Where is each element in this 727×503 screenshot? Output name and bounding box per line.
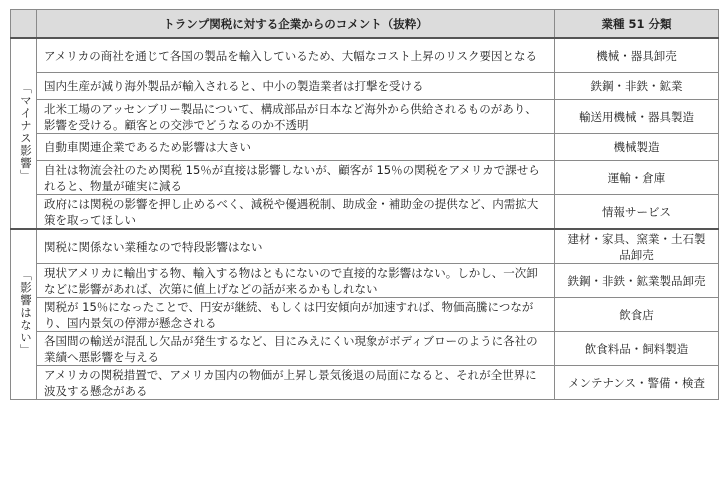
industry-cell: 運輸・倉庫 (555, 161, 719, 195)
table-row (11, 161, 719, 195)
comment-cell: 自社は物流会社のため関税 15％が直接は影響しないが、顧客が 15％の関税をアメリカで課せられると、物量が確実に減る (37, 161, 555, 195)
group-label-negative: 「マイナス影響」 (11, 38, 37, 229)
table-row (11, 73, 719, 100)
header-comment: トランプ関税に対する企業からのコメント（抜粋） (37, 10, 555, 39)
comment-cell: 政府には関税の影響を押し止めるべく、減税や優遇税制、助成金・補助金の提供など、内需拡大策を取ってほしい (37, 195, 555, 230)
industry-cell: 飲食料品・飼料製造 (555, 332, 719, 366)
comment-cell: アメリカの関税措置で、アメリカ国内の物価が上昇し景気後退の局面になると、それが全世界に波及する懸念がある (37, 366, 555, 400)
table-row (11, 195, 719, 230)
industry-cell: メンテナンス・警備・検査 (555, 366, 719, 400)
comment-cell: 関税に関係ない業種なので特段影響はない (37, 229, 555, 264)
header-industry: 業種 51 分類 (555, 10, 719, 39)
table-row (11, 298, 719, 332)
industry-cell: 機械・器具卸売 (555, 38, 719, 73)
comment-cell: 北米工場のアッセンブリー製品について、構成部品が日本など海外から供給されるものがあり、影響を受ける。顧客との交渉でどうなるのか不透明 (37, 100, 555, 134)
table-row (11, 38, 719, 73)
comments-table (10, 9, 719, 400)
table-row (11, 264, 719, 298)
industry-cell: 機械製造 (555, 134, 719, 161)
industry-cell: 鉄鋼・非鉄・鉱業 (555, 73, 719, 100)
industry-cell: 飲食店 (555, 298, 719, 332)
table-row (11, 100, 719, 134)
industry-cell: 鉄鋼・非鉄・鉱業製品卸売 (555, 264, 719, 298)
table-row (11, 229, 719, 264)
industry-cell: 輸送用機械・器具製造 (555, 100, 719, 134)
comment-cell: 国内生産が減り海外製品が輸入されると、中小の製造業者は打撃を受ける (37, 73, 555, 100)
industry-cell: 建材・家具、窯業・土石製品卸売 (555, 229, 719, 264)
industry-cell: 情報サービス (555, 195, 719, 230)
comment-cell: 各国間の輸送が混乱し欠品が発生するなど、目にみえにくい現象がボディブローのように各社の業績へ悪影響を与える (37, 332, 555, 366)
group-label-no-impact: 「影響はない」 (11, 229, 37, 400)
table-header-row (11, 10, 719, 39)
comment-cell: 関税が 15％になったことで、円安が継続、もしくは円安傾向が加速すれば、物価高騰につながり、国内景気の停滞が懸念される (37, 298, 555, 332)
comment-cell: アメリカの商社を通じて各国の製品を輸入しているため、大幅なコスト上昇のリスク要因となる (37, 38, 555, 73)
comment-cell: 現状アメリカに輸出する物、輸入する物はともにないので直接的な影響はない。しかし、一次卸などに影響があれば、次第に値上げなどの話が来るかもしれない (37, 264, 555, 298)
table-row (11, 366, 719, 400)
header-category-cell (11, 10, 37, 39)
comment-cell: 自動車関連企業であるため影響は大きい (37, 134, 555, 161)
table-row (11, 134, 719, 161)
table-row (11, 332, 719, 366)
